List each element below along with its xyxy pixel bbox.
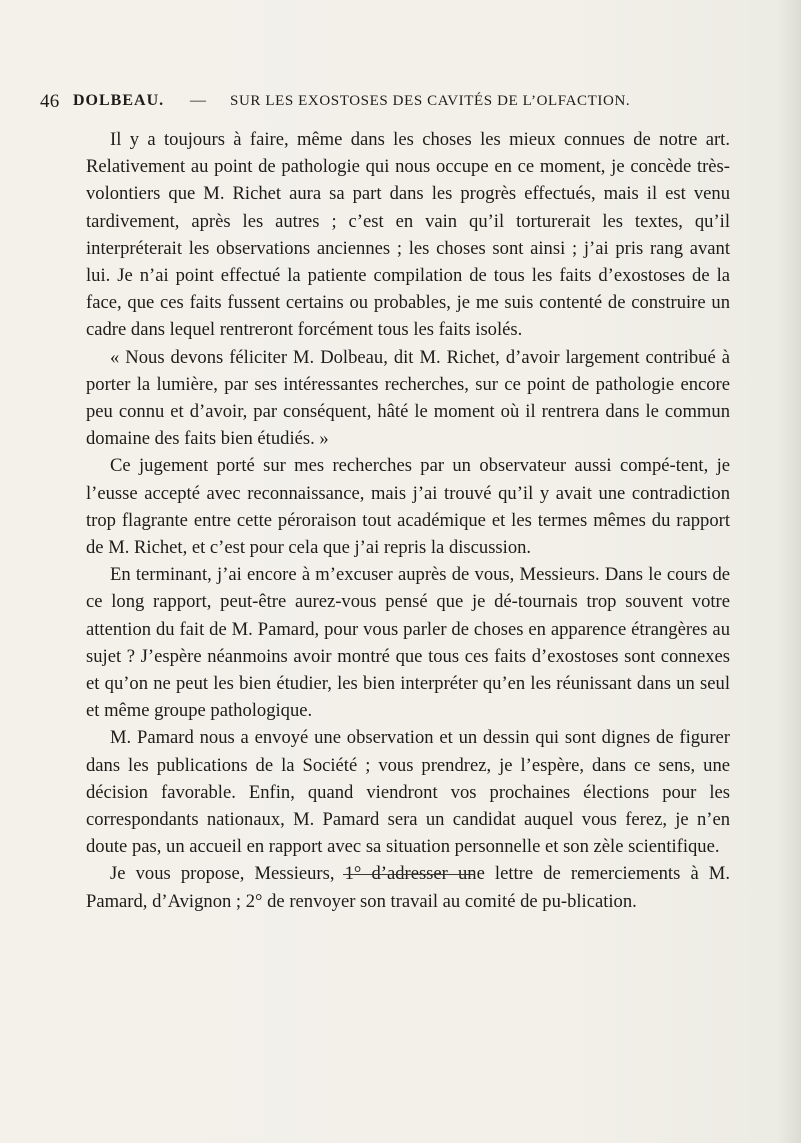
- end-rule: [343, 874, 475, 875]
- running-header: [40, 91, 770, 117]
- header-author: DOLBEAU.: [73, 92, 165, 109]
- paragraph: M. Pamard nous a envoyé une observation et un dessin qui sont dignes de figurer dans les publications de la Société ; vous prendrez, je l’espère, dans ce sens, une décision favorable. Enfin, quand viendront vos prochaines élections pour les correspondants nationaux, M. Pamard sera un candidat auquel vous ferez, je n’en doute pas, un accueil en rapport avec sa situation personnelle et son zèle scientifique.: [86, 727, 730, 858]
- page-number: 46: [40, 91, 60, 112]
- paragraph: Je vous propose, Messieurs, 1° d’adresser une lettre de remerciements à M. Pamard, d’Avignon ; 2° de renvoyer son travail au comité de pu-blication.: [86, 863, 730, 912]
- paragraph: Il y a toujours à faire, même dans les choses les mieux connues de notre art. Relativement au point de pathologie qui nous occupe en ce moment, je concède très-volontiers que M. Richet aura sa part dans les progrès effectués, mais il est venu tardivement, après les autres ; c’est en vain qu’il torturerait les textes, qu’il interpréterait les observations anciennes ; les choses sont ainsi ; j’ai pris rang avant lui. Je n’ai point effectué la patiente compilation de tous les faits d’exostoses de la face, que ces faits fussent certains ou probables, je me suis contenté de construire un cadre dans lequel rentreront forcément tous les faits isolés.: [86, 129, 730, 341]
- header-title: SUR LES EXOSTOSES DES CAVITÉS DE L’OLFACTION.: [230, 93, 631, 109]
- header-separator: —: [190, 92, 207, 109]
- paragraph: Ce jugement porté sur mes recherches par un observateur aussi compé-tent, je l’eusse accepté avec reconnaissance, mais j’ai trouvé qu’il y avait une contradiction trop flagrante entre cette péroraison tout académique et les termes mêmes du rapport de M. Richet, et c’est pour cela que j’ai repris la discussion.: [86, 455, 730, 559]
- paragraph: « Nous devons féliciter M. Dolbeau, dit M. Richet, d’avoir largement contribué à porter la lumière, par ses intéressantes recherches, sur ce point de pathologie encore peu connu et d’avoir, par conséquent, hâté le moment où il rentrera dans le commun domaine des faits bien étudiés. »: [86, 346, 730, 450]
- body-text: [86, 126, 730, 915]
- paragraph: En terminant, j’ai encore à m’excuser auprès de vous, Messieurs. Dans le cours de ce long rapport, peut-être aurez-vous pensé que je dé-tournais trop souvent votre attention du fait de M. Pamard, pour vous parler de choses en apparence étrangères au sujet ? J’espère néanmoins avoir montré que tous ces faits d’exostoses sont connexes et qu’on ne peut les bien étudier, les bien interpréter qu’en les réunissant dans un seul et même groupe pathologique.: [86, 564, 730, 722]
